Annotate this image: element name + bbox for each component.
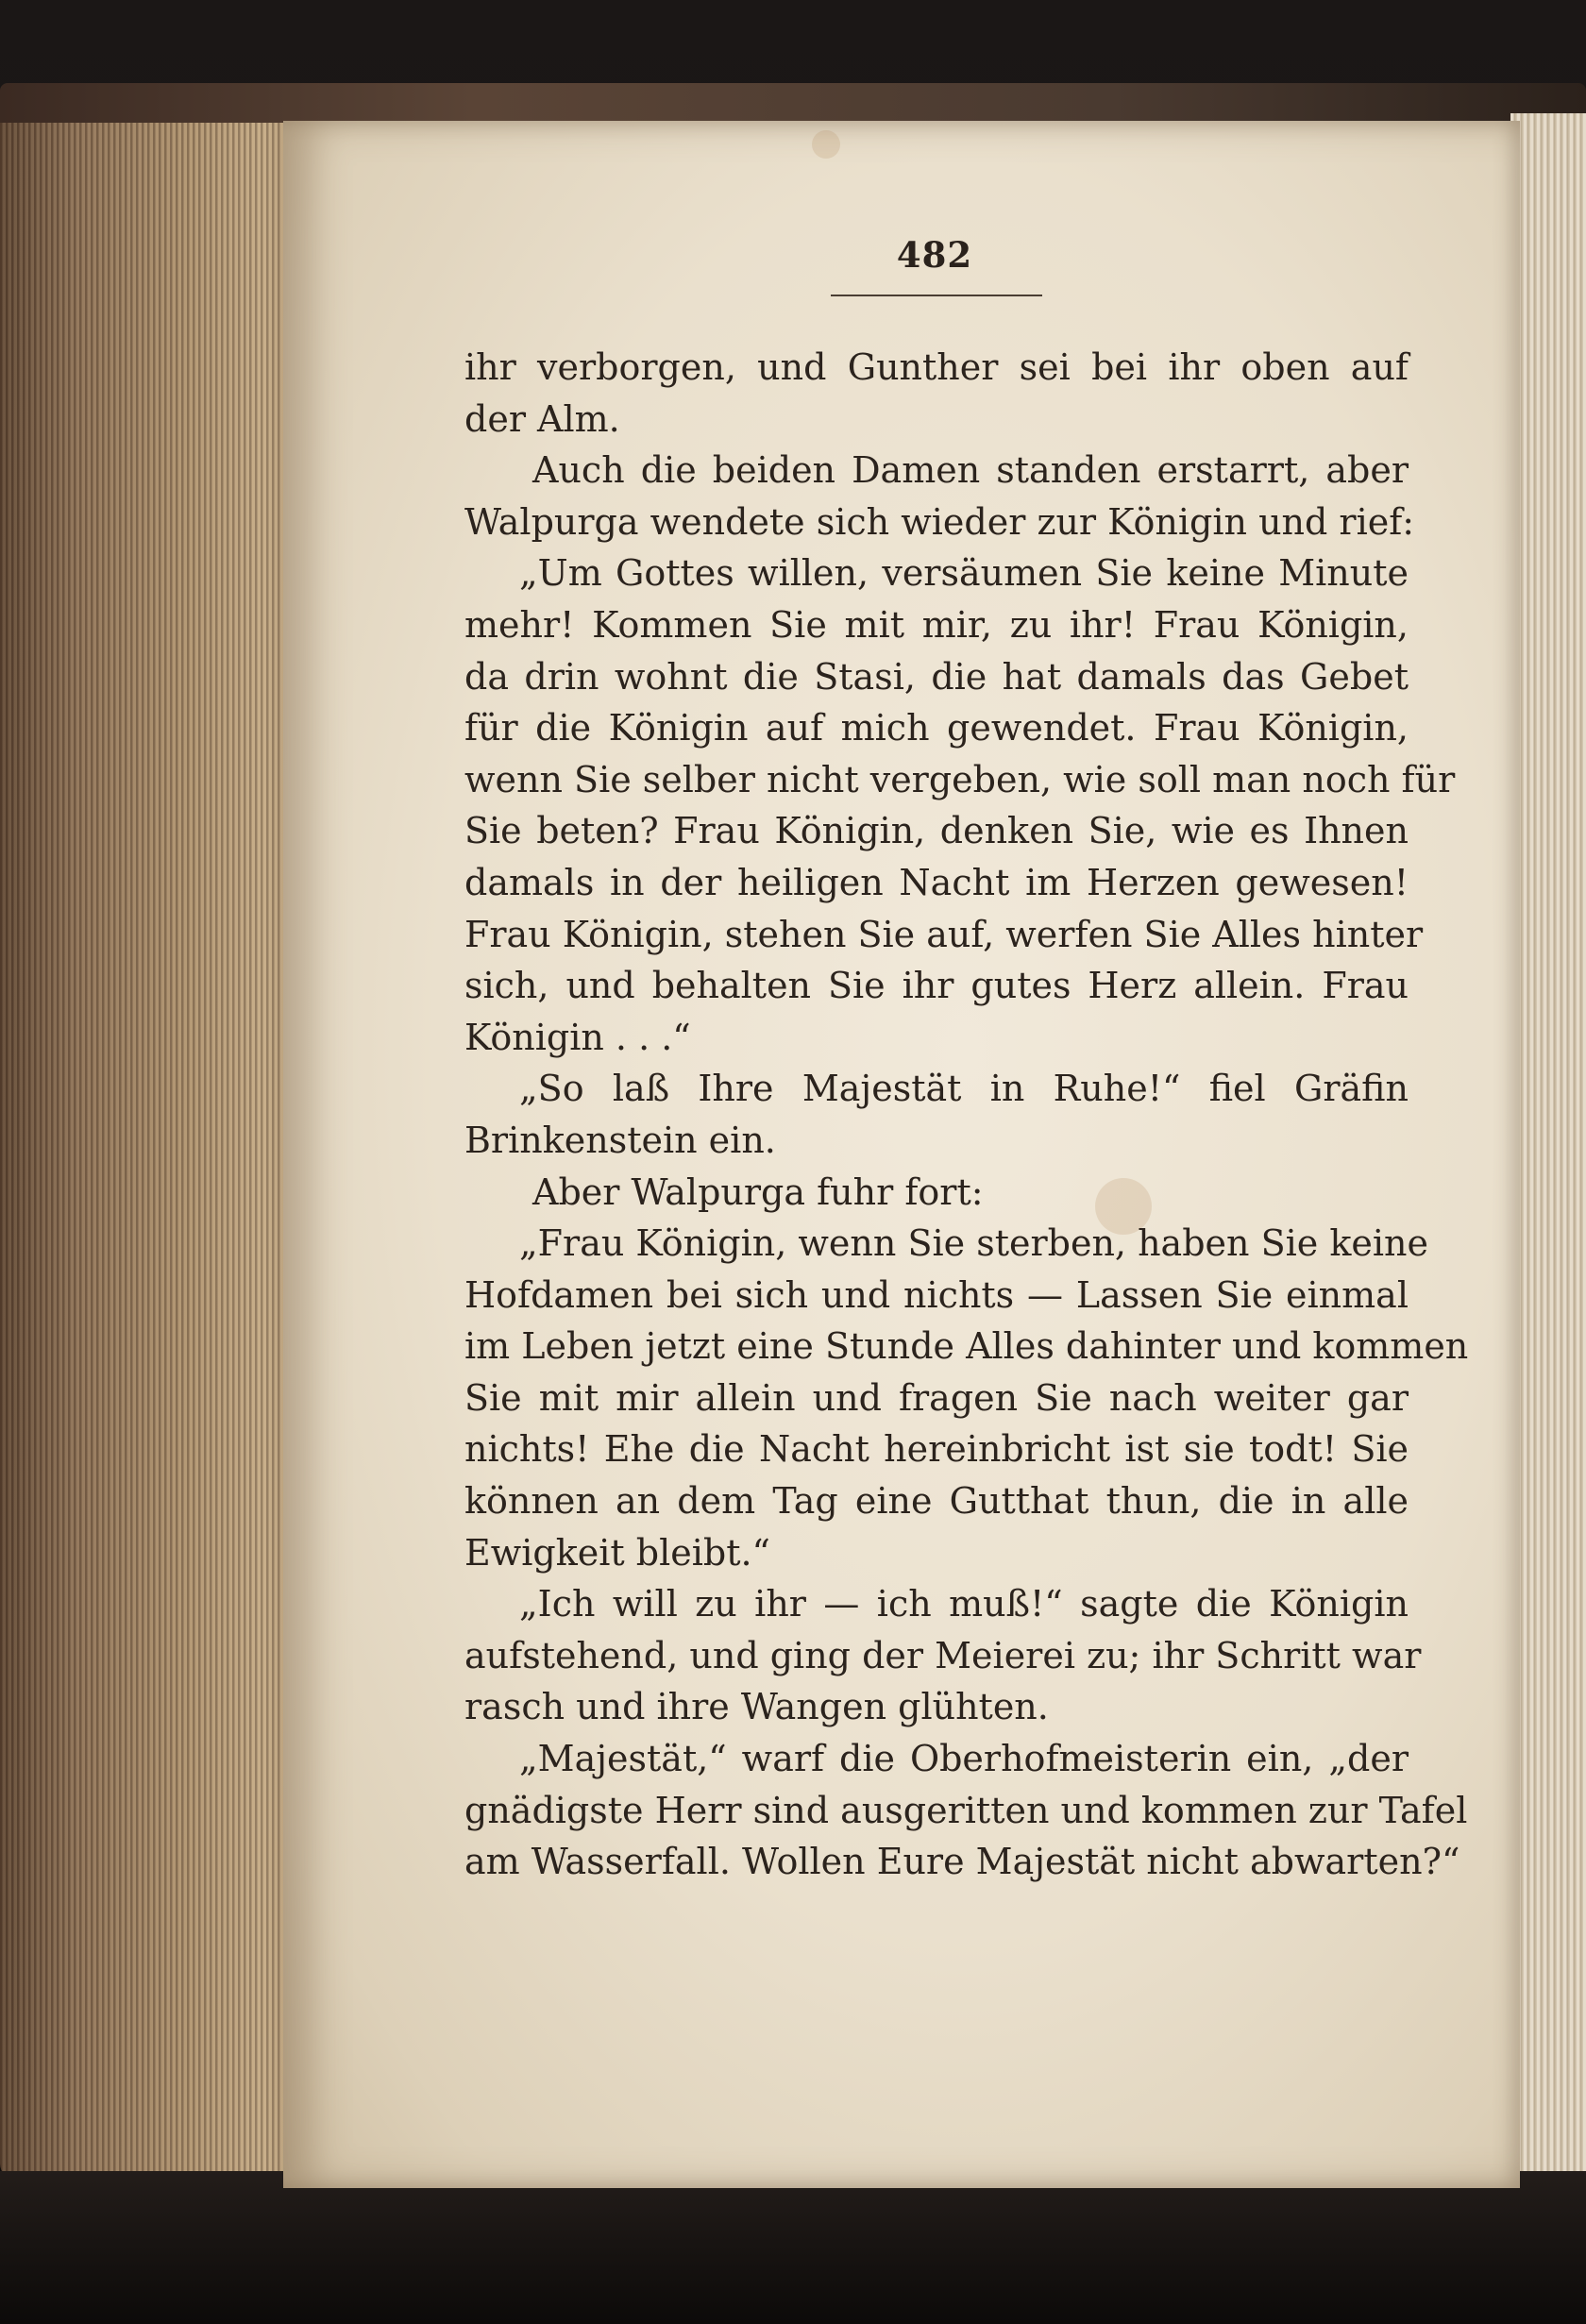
text-line: mehr! Kommen Sie mit mir, zu ihr! Frau Königin, (464, 603, 1409, 646)
page-number: 482 (896, 234, 973, 276)
text-line: damals in der heiligen Nacht im Herzen gewesen! (464, 861, 1409, 903)
text-line: Auch die beiden Damen standen erstarrt, aber (532, 449, 1409, 492)
text-line: sich, und behalten Sie ihr gutes Herz allein. Frau (464, 965, 1409, 1007)
text-line: da drin wohnt die Stasi, die hat damals das Gebet (464, 655, 1409, 698)
page-stain (812, 130, 840, 159)
bottom-background (0, 2171, 1586, 2324)
text-line: Walpurga wendete sich wieder zur Königin und rief: (464, 500, 1415, 543)
text-line: gnädigste Herr sind ausgeritten und kommen zur Tafel (464, 1789, 1468, 1831)
text-line: Sie mit mir allein und fragen Sie nach weiter gar (464, 1376, 1409, 1419)
text-line: Hofdamen bei sich und nichts — Lassen Sie einmal (464, 1273, 1409, 1316)
text-line: Sie beten? Frau Königin, denken Sie, wie es Ihnen (464, 810, 1409, 852)
text-line: „Frau Königin, wenn Sie sterben, haben Sie keine (519, 1222, 1428, 1265)
text-line: wenn Sie selber nicht vergeben, wie soll man noch für (464, 758, 1456, 800)
text-line: aufstehend, und ging der Meierei zu; ihr Schritt war (464, 1634, 1422, 1676)
text-line: Frau Königin, stehen Sie auf, werfen Sie Alles hinter (464, 913, 1424, 955)
text-line: nichts! Ehe die Nacht hereinbricht ist sie todt! Sie (464, 1428, 1409, 1471)
right-page-edges (1510, 113, 1586, 2190)
text-line: „Um Gottes willen, versäumen Sie keine Minute (519, 552, 1409, 595)
text-line: „So laß Ihre Majestät in Ruhe!“ fiel Gräfin (519, 1068, 1409, 1110)
text-line: Königin . . .“ (464, 1016, 691, 1058)
text-line: am Wasserfall. Wollen Eure Majestät nicht abwarten?“ (464, 1841, 1460, 1883)
text-line: Ewigkeit bleibt.“ (464, 1531, 770, 1574)
text-line: der Alm. (464, 397, 620, 440)
text-line: können an dem Tag eine Gutthat thun, die in alle (464, 1480, 1409, 1523)
text-line: „Majestät,“ warf die Oberhofmeisterin ein, „der (519, 1738, 1409, 1780)
text-line: Brinkenstein ein. (464, 1119, 776, 1161)
text-line: „Ich will zu ihr — ich muß!“ sagte die Königin (519, 1583, 1409, 1625)
body-text (464, 342, 1469, 1888)
header-rule (831, 295, 1042, 296)
text-line: im Leben jetzt eine Stunde Alles dahinter und kommen (464, 1325, 1469, 1368)
text-line: rasch und ihre Wangen glühten. (464, 1686, 1049, 1728)
text-line: für die Königin auf mich gewendet. Frau Königin, (464, 707, 1409, 749)
text-line: ihr verborgen, und Gunther sei bei ihr oben auf (464, 346, 1409, 388)
text-line: Aber Walpurga fuhr fort: (532, 1170, 984, 1213)
page-block-fore-edge (0, 123, 312, 2181)
